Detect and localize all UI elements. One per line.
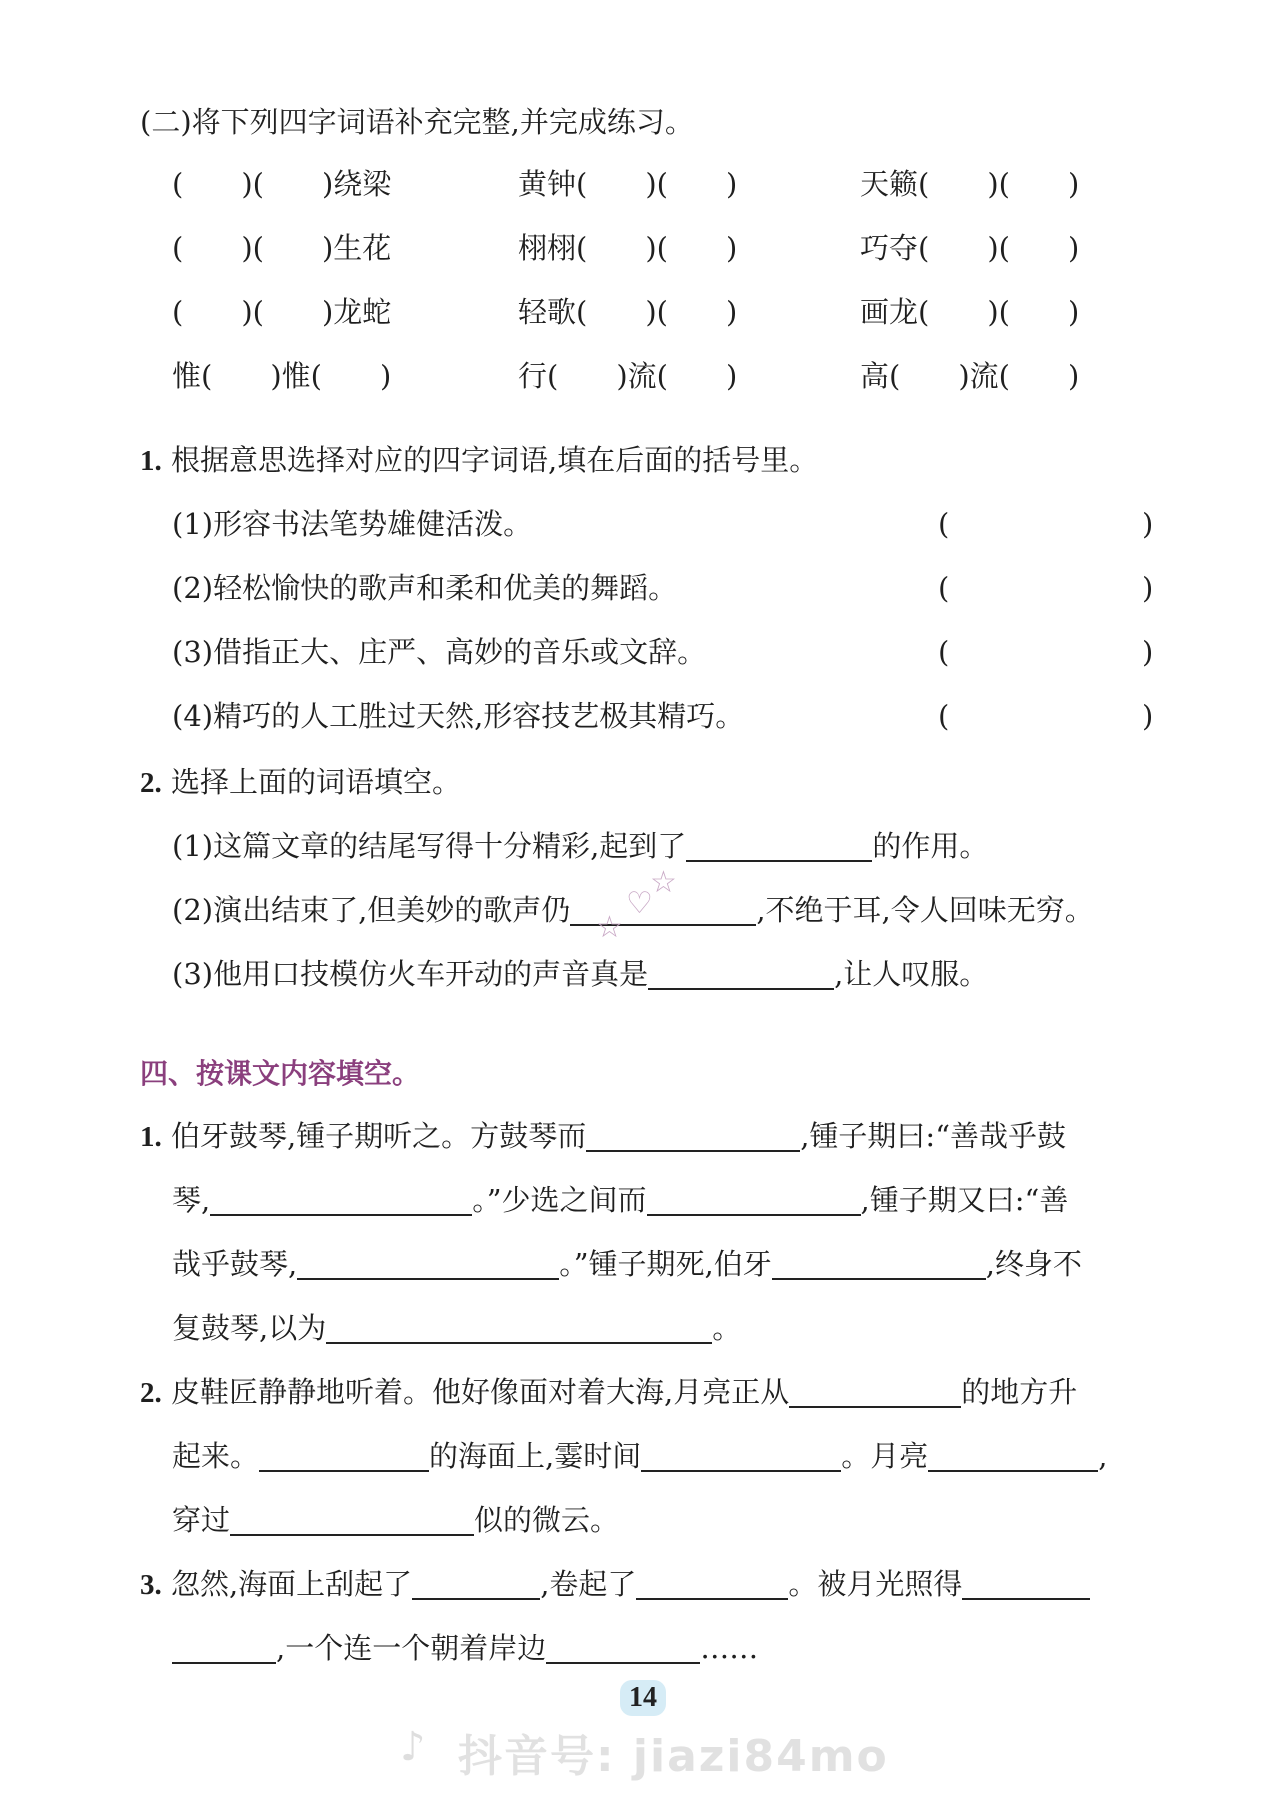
question-number: 2. [140,767,162,799]
part4-q3-line1 [140,1564,1090,1605]
idiom-cell: ( )( )龙蛇 [172,295,392,329]
part4-q1-line1 [140,1116,1066,1157]
fill-blank[interactable] [326,1310,712,1344]
item-text: , [1098,1439,1108,1473]
item-text: ,一个连一个朝着岸边 [276,1631,547,1665]
idiom-cell: ( )( )生花 [172,231,392,265]
q2-item-1 [172,826,988,866]
question-number: 3. [140,1569,162,1601]
answer-open-paren: ( [938,699,950,733]
question-text: 根据意思选择对应的四字词语,填在后面的括号里。 [170,443,819,477]
fill-blank[interactable] [772,1246,986,1280]
question-number: 2. [140,1377,162,1409]
fill-blank[interactable] [636,1566,788,1600]
idiom-cell: 栩栩( )( ) [518,231,738,265]
fill-blank[interactable] [686,828,872,862]
item-text: 的海面上,霎时间 [429,1439,642,1473]
fill-blank[interactable] [789,1374,961,1408]
part4-q1-line4 [172,1308,741,1348]
idiom-cell: 行( )流( ) [518,359,738,393]
item-text: ,不绝于耳,令人回味无穷。 [756,893,1094,927]
idiom-cell: 画龙( )( ) [860,295,1080,329]
item-text: 皮鞋匠静静地听着。他好像面对着大海,月亮正从 [170,1375,790,1409]
item-text: ,锺子期又曰:“善 [860,1183,1069,1217]
answer-close-paren: ) [1142,699,1154,733]
item-text: 似的微云。 [474,1503,620,1537]
idiom-cell: 黄钟( )( ) [518,167,738,201]
part4-q2-line2 [172,1436,1107,1476]
fill-blank[interactable] [259,1438,429,1472]
item-text: ,卷起了 [540,1567,637,1601]
idiom-cell: 高( )流( ) [860,359,1080,393]
item-text: 伯牙鼓琴,锺子期听之。方鼓琴而 [170,1119,587,1153]
item-text: 琴, [172,1183,211,1217]
fill-blank[interactable] [962,1566,1090,1600]
star-icon: ☆ [650,865,677,900]
q1-item-1: (1)形容书法笔势雄健活泼。 [172,507,533,541]
fill-blank[interactable] [647,1182,861,1216]
answer-open-paren: ( [938,571,950,605]
item-text: 起来。 [172,1439,260,1473]
star-icon: ☆ [596,910,623,945]
part4-q3-line2 [172,1628,758,1668]
answer-open-paren: ( [938,635,950,669]
item-text: 忽然,海面上刮起了 [170,1567,413,1601]
tiktok-logo-icon: ♪ [400,1724,426,1770]
item-text: 。月亮 [841,1439,929,1473]
item-text: 。”锺子期死,伯牙 [559,1247,772,1281]
answer-open-paren: ( [938,507,950,541]
answer-close-paren: ) [1142,571,1154,605]
fill-blank[interactable] [586,1118,800,1152]
item-text: 的地方升 [961,1375,1078,1409]
item-text: ,锺子期曰:“善哉乎鼓 [800,1119,1067,1153]
item-text: 的作用。 [872,829,989,863]
idiom-cell: ( )( )绕梁 [172,167,392,201]
q1-item-4: (4)精巧的人工胜过天然,形容技艺极其精巧。 [172,699,745,733]
item-text: 穿过 [172,1503,231,1537]
item-text: 。被月光照得 [788,1567,963,1601]
item-text: …… [700,1631,759,1665]
heart-icon: ♡ [626,886,653,921]
answer-close-paren: ) [1142,507,1154,541]
part4-heading: 四、按课文内容填空。 [140,1057,421,1090]
fill-blank[interactable] [230,1502,474,1536]
q1-item-3: (3)借指正大、庄严、高妙的音乐或文辞。 [172,635,707,669]
question-number: 1. [140,445,162,477]
part2-q1 [140,440,818,481]
page-number: 14 [620,1680,666,1716]
question-text: 选择上面的词语填空。 [170,765,461,799]
fill-blank[interactable] [412,1566,540,1600]
idiom-cell: 天籁( )( ) [860,167,1080,201]
item-text: 。”少选之间而 [472,1183,647,1217]
fill-blank[interactable] [641,1438,841,1472]
item-text: 哉乎鼓琴, [172,1247,298,1281]
fill-blank[interactable] [928,1438,1098,1472]
fill-blank[interactable] [210,1182,472,1216]
part2-heading: (二)将下列四字词语补充完整,并完成练习。 [140,105,694,139]
part2-q2 [140,762,461,803]
idiom-cell: 轻歌( )( ) [518,295,738,329]
fill-blank[interactable] [172,1630,276,1664]
idiom-cell: 巧夺( )( ) [860,231,1080,265]
fill-blank[interactable] [546,1630,700,1664]
q1-item-2: (2)轻松愉快的歌声和柔和优美的舞蹈。 [172,571,678,605]
item-text: 复鼓琴,以为 [172,1311,327,1345]
fill-blank[interactable] [297,1246,559,1280]
answer-close-paren: ) [1142,635,1154,669]
item-text: (2)演出结束了,但美妙的歌声仍 [172,893,571,927]
item-text: 。 [712,1311,742,1345]
item-text: (3)他用口技模仿火车开动的声音真是 [172,957,649,991]
part4-q1-line2 [172,1180,1068,1220]
idiom-cell: 惟( )惟( ) [172,359,392,393]
fill-blank[interactable] [648,956,834,990]
item-text: (1)这篇文章的结尾写得十分精彩,起到了 [172,829,687,863]
part4-q1-line3 [172,1244,1082,1284]
question-number: 1. [140,1121,162,1153]
item-text: ,终身不 [985,1247,1082,1281]
watermark-text: 抖音号: jiazi84mo [458,1731,889,1782]
part4-q2-line1 [140,1372,1077,1413]
part4-q2-line3 [172,1500,619,1540]
item-text: ,让人叹服。 [834,957,989,991]
q2-item-3 [172,954,988,994]
